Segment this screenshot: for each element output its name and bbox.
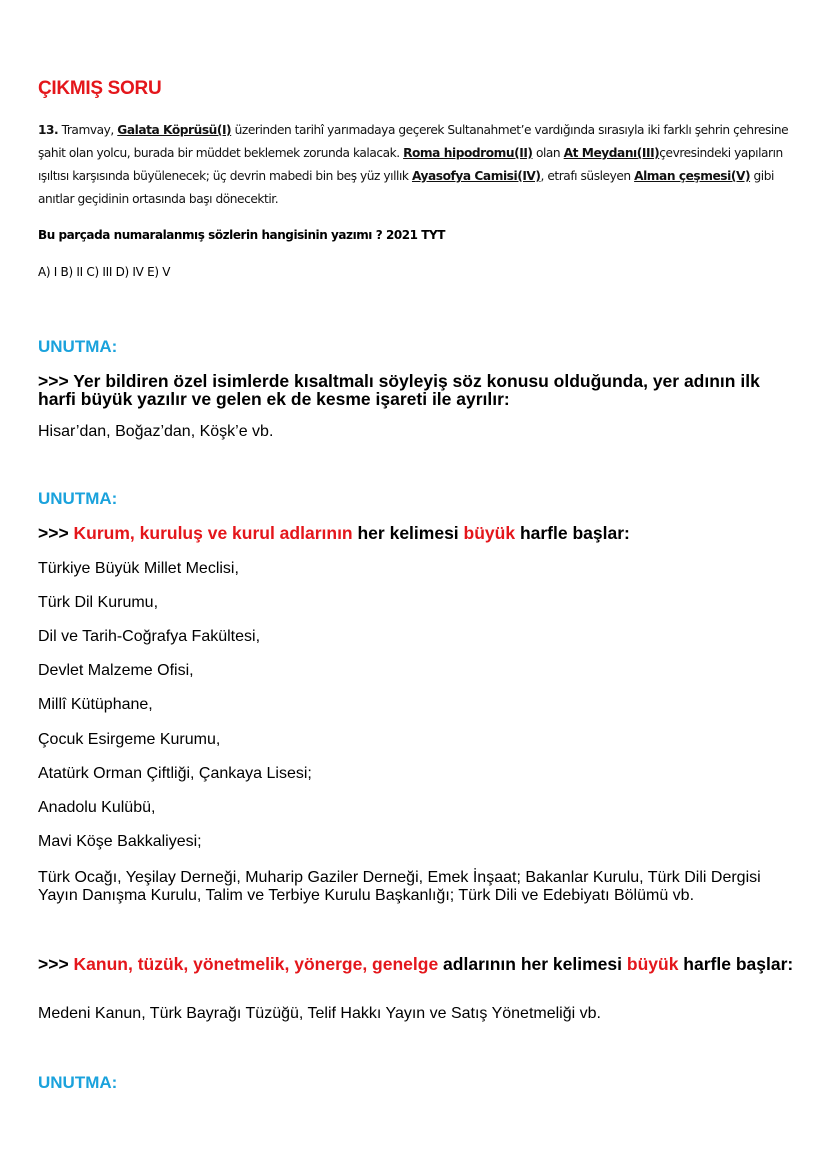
unutma-label-1: UNUTMA: xyxy=(38,337,118,356)
rule-3 xyxy=(38,955,798,973)
underlined-term-5: Alman çeşmesi(V) xyxy=(634,169,751,183)
unutma-label-3: UNUTMA: xyxy=(38,1073,118,1092)
rule-3-prefix: >>> xyxy=(38,954,74,974)
example-item: Mavi Köşe Bakkaliyesi; xyxy=(38,833,202,850)
question-text-3: olan xyxy=(532,146,564,160)
underlined-term-3: At Meydanı(III) xyxy=(563,146,660,160)
rule-3-end: harfle başlar: xyxy=(678,954,794,974)
underlined-term-1: Galata Köprüsü(I) xyxy=(117,123,232,137)
question-text-2: üzerinden tarihî yarımadaya geçerek Sultanahmet’e vardığında sırasıyla iki farklı şehrin çehresine şahit olan yolcu, burada bir müddet beklemek zorunda kalacak. xyxy=(38,123,789,160)
question-number: 13. xyxy=(38,123,59,137)
question-text-4: çevresindeki yapıların ışıltısı karşısında büyülenecek; üç devrin mabedi bin beş yüz yıllık xyxy=(38,146,783,183)
rule-3-red-buyuk: büyük xyxy=(626,954,679,974)
rule-1-example: Hisar’dan, Boğaz’dan, Köşk’e vb. xyxy=(38,423,274,440)
question-paragraph xyxy=(38,119,790,211)
example-long-list: Türk Ocağı, Yeşilay Derneği, Muharip Gaziler Derneği, Emek İnşaat; Bakanlar Kurulu, Türk Dili Dergisi Yayın Danışma Kurulu, Talim ve Terbiye Kurulu Başkanlığı; Türk Dili ve Edebiyatı Bölümü vb. xyxy=(38,869,761,904)
rule-2-prefix: >>> xyxy=(38,523,74,543)
underlined-term-4: Ayasofya Camisi(IV) xyxy=(411,169,541,183)
example-item: Millî Kütüphane, xyxy=(38,696,153,713)
example-item: Türkiye Büyük Millet Meclisi, xyxy=(38,560,239,577)
question-text-1: Tramvay, xyxy=(58,123,118,137)
example-item: Anadolu Kulübü, xyxy=(38,799,156,816)
rule-1: >>> Yer bildiren özel isimlerde kısaltmalı söyleyiş söz konusu olduğunda, yer adının ilk harfi büyük yazılır ve gelen ek de kesme işareti ile ayrılır: xyxy=(38,371,760,409)
question-text-6: gibi anıtlar geçidinin ortasında başı dönecektir. xyxy=(38,169,774,206)
rule-3-example: Medeni Kanun, Türk Bayrağı Tüzüğü, Telif Hakkı Yayın ve Satış Yönetmeliği vb. xyxy=(38,1005,601,1022)
example-item: Çocuk Esirgeme Kurumu, xyxy=(38,731,221,748)
unutma-label-2: UNUTMA: xyxy=(38,489,118,508)
example-item: Devlet Malzeme Ofisi, xyxy=(38,662,194,679)
answer-choices: A) I B) II C) III D) IV E) V xyxy=(38,265,171,279)
rule-3-middle: adlarının her kelimesi xyxy=(438,954,627,974)
example-item: Dil ve Tarih-Coğrafya Fakültesi, xyxy=(38,628,261,645)
rule-2-end: harfle başlar: xyxy=(515,523,630,543)
example-item: Atatürk Orman Çiftliği, Çankaya Lisesi; xyxy=(38,765,312,782)
rule-3-red-subject: Kanun, tüzük, yönetmelik, yönerge, genelge xyxy=(73,954,439,974)
rule-2-red-buyuk: büyük xyxy=(463,523,516,543)
section-heading-cikmis-soru: ÇIKMIŞ SORU xyxy=(38,78,162,99)
rule-2-middle: her kelimesi xyxy=(352,523,464,543)
rule-2-red-subject: Kurum, kuruluş ve kurul adlarının xyxy=(73,523,353,543)
rule-2 xyxy=(38,524,798,542)
question-prompt: Bu parçada numaralanmış sözlerin hangisinin yazımı ? 2021 TYT xyxy=(38,228,445,242)
example-item: Türk Dil Kurumu, xyxy=(38,594,159,611)
question-text-5: , etrafı süsleyen xyxy=(540,169,635,183)
underlined-term-2: Roma hipodromu(II) xyxy=(403,146,533,160)
